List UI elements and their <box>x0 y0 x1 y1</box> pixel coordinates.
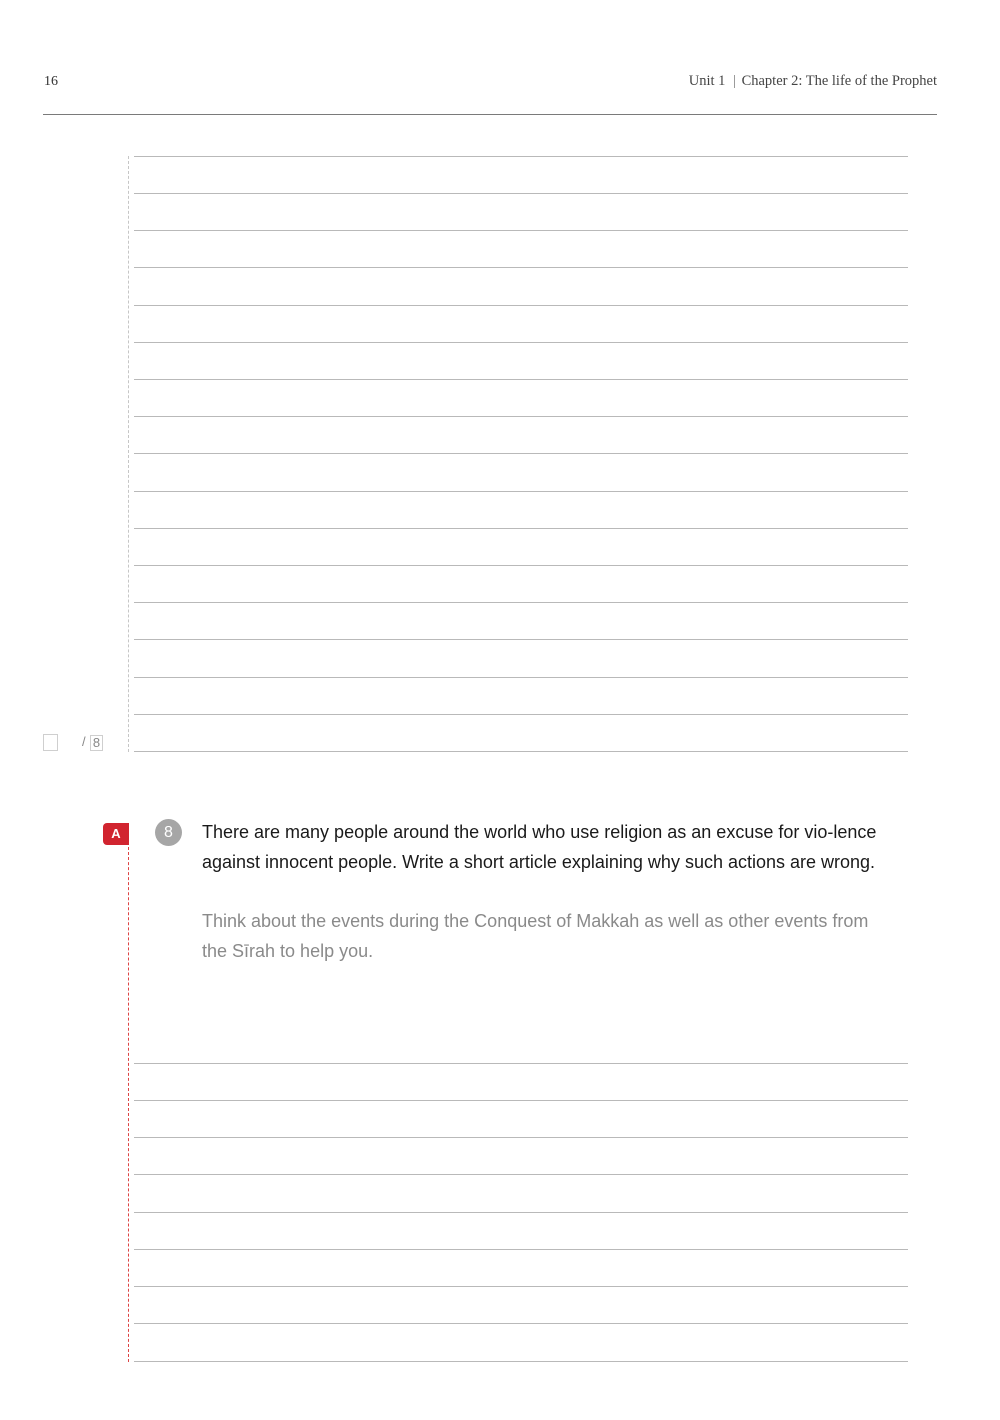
score-total: 8 <box>90 735 103 751</box>
answer-line[interactable] <box>134 565 908 566</box>
answer-line[interactable] <box>134 1212 908 1213</box>
running-head <box>689 73 937 90</box>
answer-line[interactable] <box>134 1100 908 1101</box>
answer-line[interactable] <box>134 416 908 417</box>
score-slash: / <box>82 734 86 749</box>
running-head-chapter: Chapter 2: The life of the Prophet <box>741 73 937 89</box>
running-head-unit: Unit 1 <box>688 73 726 89</box>
answer-line[interactable] <box>134 1361 908 1362</box>
answer-line[interactable] <box>134 193 908 194</box>
answer-line[interactable] <box>134 1323 908 1324</box>
running-head-separator: | <box>733 73 736 89</box>
answer-line[interactable] <box>134 491 908 492</box>
score-box[interactable] <box>43 734 58 751</box>
answer-line[interactable] <box>134 751 908 752</box>
answer-line[interactable] <box>134 1063 908 1064</box>
answer-line[interactable] <box>134 1137 908 1138</box>
answer-line[interactable] <box>134 342 908 343</box>
answer-line[interactable] <box>134 639 908 640</box>
answer-line[interactable] <box>134 677 908 678</box>
answer-line[interactable] <box>134 1286 908 1287</box>
margin-guide <box>128 156 129 752</box>
answer-line[interactable] <box>134 1249 908 1250</box>
answer-line[interactable] <box>134 305 908 306</box>
answer-line[interactable] <box>134 453 908 454</box>
level-badge: A <box>103 823 129 845</box>
answer-line[interactable] <box>134 230 908 231</box>
page-number: 16 <box>44 74 58 89</box>
answer-line[interactable] <box>134 714 908 715</box>
header-rule <box>43 114 937 115</box>
answer-line[interactable] <box>134 528 908 529</box>
margin-guide-red <box>128 842 129 1362</box>
question-number: 8 <box>155 819 182 846</box>
answer-line[interactable] <box>134 267 908 268</box>
question-hint: Think about the events during the Conquest of Makkah as well as other events from the Sīrah to help you. <box>202 911 869 961</box>
answer-line[interactable] <box>134 602 908 603</box>
answer-line[interactable] <box>134 379 908 380</box>
answer-line[interactable] <box>134 1174 908 1175</box>
answer-line[interactable] <box>134 156 908 157</box>
question-text: There are many people around the world who use religion as an excuse for vio-lence against innocent people. Write a short article explaining why such actions are wrong. <box>202 822 877 872</box>
